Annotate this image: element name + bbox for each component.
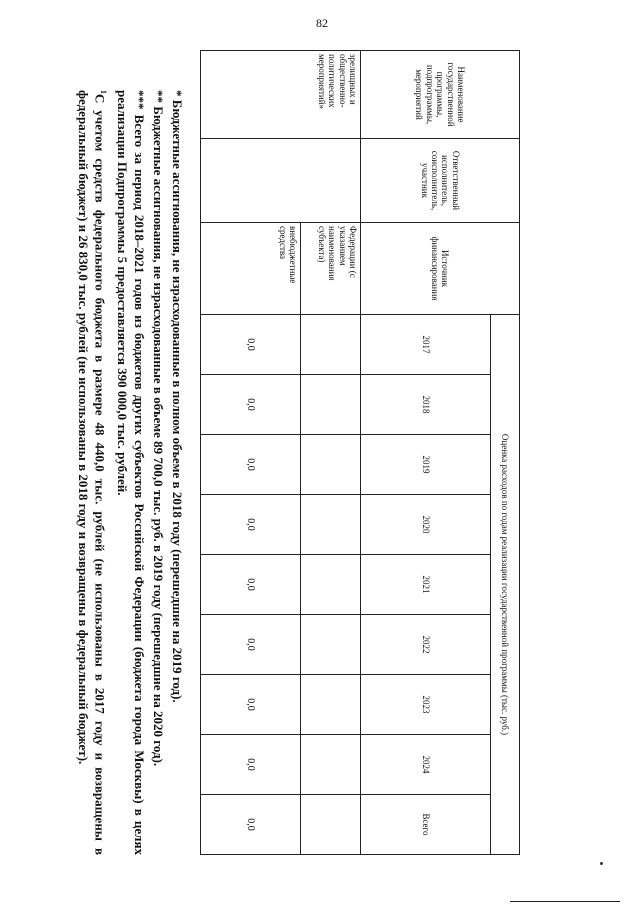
footnote-1: * Бюджетные ассигнования, не израсходованные в полном объеме в 2018 году (перешедшие на 2019 год). <box>170 90 185 703</box>
header-source: Источник финансирования <box>361 223 520 315</box>
total-header: Всего <box>361 795 491 855</box>
value-cell: 0,0 <box>201 615 301 675</box>
value-cell: 0,0 <box>201 495 301 555</box>
header-group: Оценка расходов по годам реализации государственной программы (тыс. руб.) <box>491 315 520 855</box>
value-cell <box>301 555 361 615</box>
footnote-4-mark: 1 <box>99 90 108 94</box>
bottom-rule <box>510 901 620 902</box>
value-cell <box>301 375 361 435</box>
value-cell: 0,0 <box>201 315 301 375</box>
value-cell: 0,0 <box>201 375 301 435</box>
value-cell <box>301 735 361 795</box>
value-cell <box>301 795 361 855</box>
table-row <box>301 51 361 855</box>
footnote-4-text: С учетом средств федерального бюджета в размере 48 440,0 тыс. рублей (не использованы в 2017 году и возвращены в федеральный бюджет) и 26 830,0 тыс. рублей (не использованы в 2018 году и возвращены в федеральный бюджет). <box>75 90 108 855</box>
year-header: 2024 <box>361 735 491 795</box>
value-cell: 0,0 <box>201 735 301 795</box>
name-cell: зрелищных и общественно-политических мероприятий» <box>201 51 361 139</box>
footnote-2: ** Бюджетные ассигнования, не израсходованные в объеме 89 700,0 тыс. руб. в 2019 году (перешедшие на 2020 год). <box>151 90 166 767</box>
year-header: 2022 <box>361 615 491 675</box>
value-cell: 0,0 <box>201 795 301 855</box>
value-cell <box>301 315 361 375</box>
year-header: 2019 <box>361 435 491 495</box>
budget-table <box>200 50 520 855</box>
header-name: Наименование государственной программы, подпрограммы, мероприятий <box>361 51 520 139</box>
scan-speck <box>600 862 603 865</box>
footnotes <box>73 50 186 855</box>
page-number: 82 <box>316 16 328 30</box>
year-header: 2020 <box>361 495 491 555</box>
value-cell: 0,0 <box>201 435 301 495</box>
header-executor: Ответственный исполнитель, соисполнитель, участник <box>361 139 520 223</box>
footnote-4 <box>75 50 112 855</box>
source-cell: Федерации (с указанием наименования субъекта) <box>301 223 361 315</box>
value-cell <box>301 615 361 675</box>
executor-cell <box>201 139 361 223</box>
source-cell: внебюджетные средства <box>201 223 301 315</box>
year-header: 2023 <box>361 675 491 735</box>
footnote-3: *** Всего за период 2018–2021 годов из бюджетов других субъектов Российской Федерации (бюджета города Москвы) в целях реализации Подпрограммы 5 предоставляется 390 000,0 тыс. рублей. <box>115 90 147 855</box>
value-cell <box>301 675 361 735</box>
rotated-content <box>65 50 520 855</box>
value-cell <box>301 495 361 555</box>
header-row-1 <box>491 51 520 855</box>
value-cell: 0,0 <box>201 555 301 615</box>
value-cell <box>301 435 361 495</box>
year-header: 2018 <box>361 375 491 435</box>
year-header: 2017 <box>361 315 491 375</box>
year-header: 2021 <box>361 555 491 615</box>
value-cell: 0,0 <box>201 675 301 735</box>
